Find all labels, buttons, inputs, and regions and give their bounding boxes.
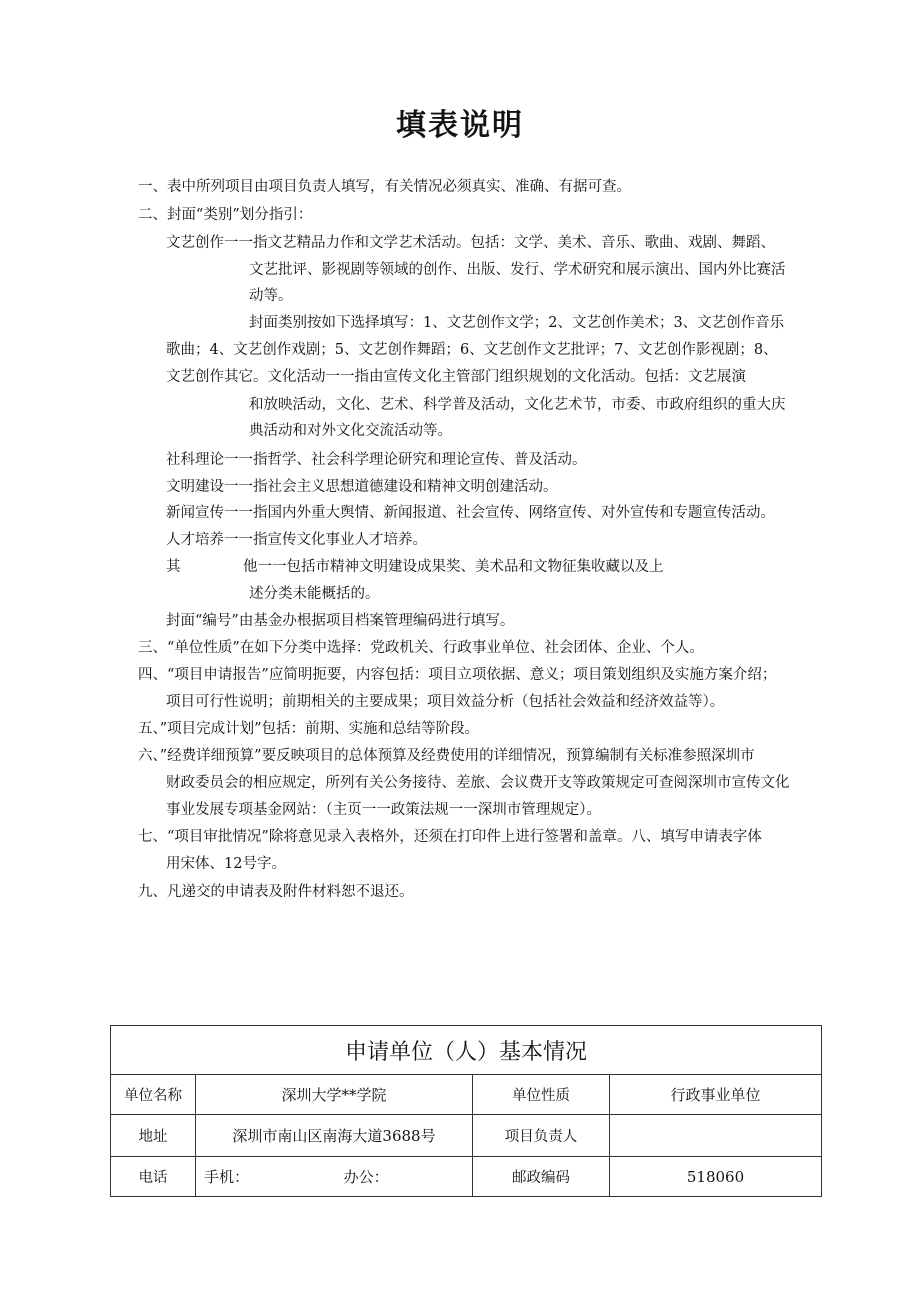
leader-value — [610, 1115, 822, 1157]
text-line: 六、”经费详细预算”要反映项目的总体预算及经费使用的详细情况，预算编制有关标准参照深圳市 — [138, 748, 755, 764]
table-header: 申请单位（人）基本情况 — [111, 1026, 822, 1075]
text-line: 文明建设一一指社会主义思想道德建设和精神文明创建活动。 — [166, 479, 558, 495]
unit-name-label: 单位名称 — [111, 1075, 196, 1115]
text-line: 典活动和对外文化交流活动等。 — [249, 423, 452, 439]
text-line: 他一一包括市精神文明建设成果奖、美术品和文物征集收藏以及上 — [243, 559, 664, 575]
unit-type-value: 行政事业单位 — [610, 1075, 822, 1115]
phone-cell — [196, 1157, 473, 1197]
page-title: 填表说明 — [396, 108, 524, 143]
text-line: 三、“单位性质”在如下分类中选择：党政机关、行政事业单位、社会团体、企业、个人。 — [138, 640, 704, 656]
text-line: 文艺创作其它。文化活动一一指由宣传文化主管部门组织规划的文化活动。包括：文艺展演 — [166, 369, 746, 385]
applicant-info-table — [110, 1025, 822, 1197]
text-line: 歌曲；4、文艺创作戏剧；5、文艺创作舞蹈；6、文艺创作文艺批评；7、文艺创作影视剧；8、 — [166, 342, 778, 358]
text-line: 文艺创作一一指文艺精品力作和文学艺术活动。包括：文学、美术、音乐、歌曲、戏剧、舞蹈、 — [166, 235, 775, 251]
text-line: 封面“编号”由基金办根据项目档案管理编码进行填写。 — [166, 613, 515, 629]
text-line: 一、表中所列项目由项目负责人填写，有关情况必须真实、准确、有据可查。 — [138, 179, 631, 195]
text-line: 用宋体、12号字。 — [166, 856, 286, 872]
text-line: 项目可行性说明；前期相关的主要成果；项目效益分析（包括社会效益和经济效益等）。 — [166, 694, 725, 710]
text-line: 其 — [166, 559, 181, 575]
text-line: 五、”项目完成计划”包括：前期、实施和总结等阶段。 — [138, 721, 480, 737]
address-value: 深圳市南山区南海大道3688号 — [196, 1115, 473, 1157]
mobile-label: 手机： — [204, 1168, 250, 1186]
text-line: 文艺批评、影视剧等领域的创作、出版、发行、学术研究和展示演出、国内外比赛活 — [249, 262, 786, 278]
text-line: 人才培养一一指宣传文化事业人才培养。 — [166, 532, 427, 548]
text-line: 四、“项目申请报告”应简明扼要，内容包括：项目立项依据、意义；项目策划组织及实施方案介绍； — [138, 667, 777, 683]
text-line: 事业发展专项基金网站：（主页一一政策法规一一深圳市管理规定）。 — [166, 802, 601, 818]
unit-name-value: 深圳大学**学院 — [196, 1075, 473, 1115]
text-line: 七、“项目审批情况”除将意见录入表格外，还须在打印件上进行签署和盖章。八、填写申请表字体 — [138, 829, 762, 845]
text-line: 九、凡递交的申请表及附件材料恕不退还。 — [138, 884, 414, 900]
text-line: 新闻宣传一一指国内外重大舆情、新闻报道、社会宣传、网络宣传、对外宣传和专题宣传活动。 — [166, 505, 775, 521]
unit-type-label: 单位性质 — [473, 1075, 610, 1115]
text-line: 财政委员会的相应规定，所列有关公务接待、差旅、会议费开支等政策规定可查阅深圳市宣传文化 — [166, 775, 790, 791]
postcode-label: 邮政编码 — [473, 1157, 610, 1197]
leader-label: 项目负责人 — [473, 1115, 610, 1157]
address-label: 地址 — [111, 1115, 196, 1157]
office-label: 办公： — [343, 1168, 389, 1186]
text-line: 和放映活动，文化、艺术、科学普及活动，文化艺术节，市委、市政府组织的重大庆 — [249, 397, 786, 413]
text-line: 封面类别按如下选择填写：1、文艺创作文学；2、文艺创作美术；3、文艺创作音乐 — [249, 315, 785, 331]
text-line: 述分类未能概括的。 — [249, 586, 380, 602]
text-line: 动等。 — [249, 288, 293, 304]
text-line: 二、封面“类别”划分指引： — [138, 207, 313, 223]
postcode-value: 518060 — [610, 1157, 822, 1197]
text-line: 社科理论一一指哲学、社会科学理论研究和理论宣传、普及活动。 — [166, 452, 587, 468]
phone-label: 电话 — [111, 1157, 196, 1197]
